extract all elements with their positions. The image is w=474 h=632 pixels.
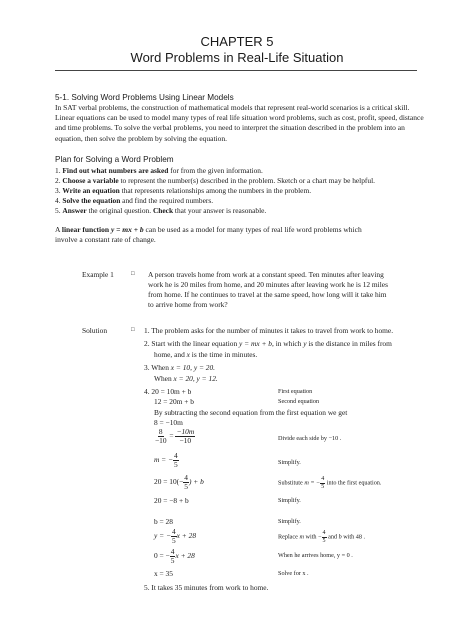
plan-step-4: 4. Solve the equation and find the required numbers. — [55, 196, 214, 205]
section-heading: 5-1. Solving Word Problems Using Linear Models — [55, 93, 234, 102]
equation-b: b = 28 — [154, 517, 173, 526]
equation-first: 4. 20 = 10m + b — [144, 387, 192, 396]
solution-label: Solution — [82, 326, 108, 335]
plan-step-2: 2. Choose a variable to represent the number(s) described in the problem. Sketch or a chart may be helpful. — [55, 176, 375, 185]
equation-substitute: 20 = 10(− $\frac{4}{5}$ ) + b — [154, 473, 204, 491]
equation-divide: $\frac{8}{-10}$ = $\frac{-10m}{-10}$ — [155, 427, 195, 445]
plan-heading: Plan for Solving a Word Problem — [55, 155, 174, 164]
note-second-equation: Second equation — [278, 398, 320, 405]
solution-marker: □ — [131, 327, 135, 333]
equation-zero: 0 = − $\frac{4}{5}$ x + 28 — [154, 547, 195, 565]
example-line-4: to arrive home from work? — [148, 300, 228, 309]
solution-step-2-cont: home, and x is the time in minutes. — [154, 350, 258, 359]
subtract-sentence: By subtracting the second equation from the first equation we get — [154, 408, 348, 417]
linear-formula: y = mx + b — [110, 225, 144, 234]
note-substitute: Substitute m = − $\frac{4}{5}$ into the first equation. — [278, 476, 382, 490]
note-simplify-3: Simplify. — [278, 518, 301, 525]
solution-step-3: 3. When x = 10, y = 20. — [144, 363, 216, 372]
solution-step-5: 5. It takes 35 minutes from work to home. — [144, 583, 269, 592]
note-simplify-1: Simplify. — [278, 459, 301, 466]
solution-step-1: 1. The problem asks for the number of minutes it takes to travel from work to home. — [144, 326, 394, 335]
note-arrives-home: When he arrives home, y = 0 . — [278, 552, 353, 559]
note-solve-x: Solve for x . — [278, 570, 309, 577]
plan-step-3: 3. Write an equation that represents relationships among the numbers in the problem. — [55, 186, 312, 195]
note-divide: Divide each side by −10 . — [278, 435, 342, 442]
chapter-title: Word Problems in Real-Life Situation — [130, 50, 344, 65]
plan-step-5: 5. Answer the original question. Check that your answer is reasonable. — [55, 206, 267, 215]
title-rule — [55, 70, 417, 71]
example-marker: □ — [131, 271, 135, 277]
intro-paragraph: In SAT verbal problems, the construction of mathematical models that represent real-world scenarios is a critical skill. Linear equations can be used to model many types of real life situation word problems, such as cost, profit, speed, distance and time problems. To solve the verbal problems, you need to interpret the situation described in the problem into an equation, then solve the problem by solving the equation. — [55, 103, 424, 143]
equation-second: 12 = 20m + b — [154, 397, 194, 406]
note-replace: Replace m with − $\frac{4}{5}$ and b with 48 . — [278, 530, 366, 544]
plan-step-1: 1. Find out what numbers are asked for from the given information. — [55, 166, 263, 175]
note-simplify-2: Simplify. — [278, 497, 301, 504]
example-line-1: A person travels home from work at a constant speed. Ten minutes after leaving — [148, 270, 384, 279]
example-label: Example 1 — [82, 270, 114, 279]
equation-8: 8 = −10m — [154, 418, 183, 427]
solution-step-2: 2. Start with the linear equation y = mx + b, in which y is the distance in miles from — [144, 339, 392, 348]
linear-line-1: A linear function y = mx + b can be used as a model for many types of real life word problems which — [55, 225, 362, 234]
example-line-2: work he is 20 miles from home, and 20 minutes after leaving work he is 12 miles — [148, 280, 388, 289]
solution-step-3-cont: When x = 20, y = 12. — [154, 374, 218, 383]
linear-line-2: involve a constant rate of change. — [55, 235, 156, 244]
equation-m: m = − $\frac{4}{5}$ — [154, 451, 178, 469]
equation-20: 20 = −8 + b — [154, 496, 189, 505]
note-first-equation: First equation — [278, 388, 313, 395]
chapter-label: CHAPTER 5 — [200, 34, 274, 49]
equation-x: x = 35 — [154, 569, 173, 578]
equation-y: y = − $\frac{4}{5}$ x + 28 — [154, 527, 197, 545]
example-line-3: from home. If he continues to travel at the same speed, how long will it take him — [148, 290, 387, 299]
